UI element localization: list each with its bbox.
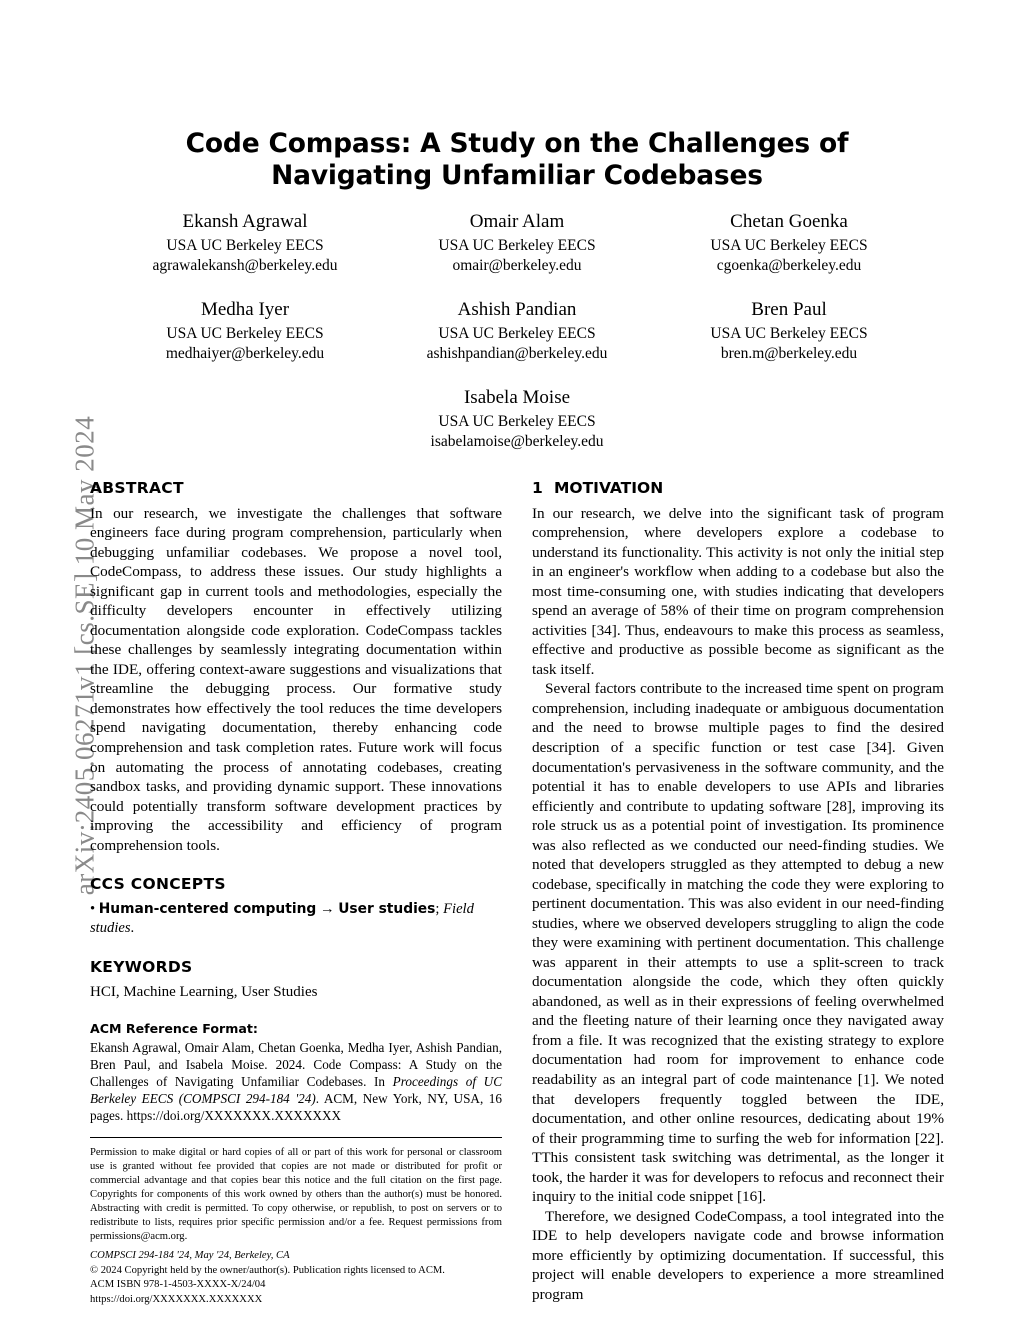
author-block bbox=[653, 209, 925, 277]
author-row bbox=[90, 385, 944, 453]
author-email: omair@berkeley.edu bbox=[452, 257, 582, 275]
footnote-divider bbox=[90, 1137, 502, 1138]
copyright-block bbox=[90, 1249, 502, 1307]
author-block bbox=[109, 297, 381, 365]
keywords-text: HCI, Machine Learning, User Studies bbox=[90, 984, 318, 1001]
author-name: Bren Paul bbox=[751, 298, 827, 320]
abstract-heading: ABSTRACT bbox=[90, 478, 184, 497]
section-heading-motivation bbox=[532, 479, 944, 497]
paragraph: In our research, we delve into the significant task of program comprehension, where developers explore a codebase to understand its functionality. This activity is not only the initial step in an engineer's workflow when adding to a codebase but also the most time-consuming one, with studies indicating that developers spend an average of 58% of their time on program comprehension activities [34]. Thus, endeavours to make this process as seamless, effective and productive as possible become as significant as the task itself. bbox=[532, 504, 944, 678]
paper-page bbox=[90, 0, 944, 1325]
abstract-text: In our research, we investigate the challenges that software engineers face during program comprehension, particularly when debugging unfamiliar codebases. We propose a novel tool, CodeCompass, to address these issues. Our study highlights a significant gap in current tools and methodologies, especially the difficulty developers encounter in effectively utilizing documentation alongside code exploration. CodeCompass tackles these challenges by seamlessly integrating documentation within the IDE, offering context-aware suggestions and visualizations that streamline the debugging process. Our formative study demonstrates how effectively the tool reduces the time developers spend navigating documentation, thereby enhancing code comprehension and task completion rates. Future work will focus on automating the process of annotating codebases, creating sandbox tasks, and providing dynamic support. These innovations could potentially transform software development practices by improving the accessibility and efficiency of program comprehension tools. bbox=[90, 504, 502, 854]
ccs-period: . bbox=[130, 920, 135, 937]
author-affiliation: USA UC Berkeley EECS bbox=[438, 324, 596, 342]
ref-venue-italic: Proceedings of UC Berkeley EECS (COMPSCI 294-184 '24) bbox=[90, 1073, 502, 1107]
paragraph: Therefore, we designed CodeCompass, a tool integrated into the IDE to help developers navigate code and browse information more efficiently by optimizing documentation. If successful, this project will enable developers to experience a more streamlined program bbox=[532, 1207, 944, 1303]
author-email: isabelamoise@berkeley.edu bbox=[430, 433, 604, 451]
keywords-heading: KEYWORDS bbox=[90, 958, 193, 977]
author-affiliation: USA UC Berkeley EECS bbox=[166, 324, 324, 342]
ccs-term-primary: Human-centered computing bbox=[98, 901, 317, 918]
author-email: medhaiyer@berkeley.edu bbox=[165, 345, 325, 363]
author-name: Omair Alam bbox=[469, 210, 565, 232]
author-email: bren.m@berkeley.edu bbox=[720, 345, 858, 363]
ccs-separator: ; bbox=[435, 901, 440, 918]
author-block bbox=[381, 209, 653, 277]
ccs-concepts-heading: CCS CONCEPTS bbox=[90, 875, 226, 894]
arxiv-stamp: arXiv:2405.06271v1 [cs.SE] 10 May 2024 bbox=[69, 415, 100, 896]
ccs-bullet: • bbox=[90, 901, 96, 918]
author-block bbox=[381, 385, 653, 453]
author-block bbox=[109, 209, 381, 277]
ref-part-2: . ACM, New York, NY, USA, 16 pages. https://doi.org/XXXXXXX.XXXXXXX bbox=[90, 1091, 502, 1124]
author-block bbox=[653, 297, 925, 365]
author-block bbox=[381, 297, 653, 365]
acm-reference-format-heading: ACM Reference Format: bbox=[90, 1020, 258, 1036]
body-columns bbox=[90, 479, 944, 1308]
author-email: agrawalekansh@berkeley.edu bbox=[152, 257, 338, 275]
paragraph: Several factors contribute to the increased time spent on program comprehension, including inadequate or ambiguous documentation and the need to browse multiple pages to find the desired description of a specific function or test case [34]. Given documentation's pervasiveness in the software community, and the potential it has to enable developers to use APIs and libraries efficiently and contribute to updating software [28], improving its role struck us as a potential point of investigation. Its prominence was also reflected as we conducted our need-finding studies. We noted that developers struggled as they attempted to debug a new codebase, specifically in matching the code they were exploring to pertinent documentation. This was also evident in our need-finding studies, where we observed developers struggling to align the code they were examining with pertinent documentation. This challenge was apparent in their attempts to use a split-screen to track documentation alongside the code, which they often quickly abandoned, as well as in their expressions of feeling overwhelmed and the fleeting nature of their learning once they navigated away from a file. It was recognized that the existing strategy to explore documentation had room for improvement to enhance code readability as an integral part of code maintenance [1]. We noted that developers frequently toggled between the IDE, documentation, and other online resources, dedicating about 19% of their programming time to surfing the web for information [22]. TThis consistent task switching was detrimental, as the longer it took, the harder it was for developers to refocus and reconnect their inquiry to the initial code snippet [16]. bbox=[532, 680, 944, 1206]
author-affiliation: USA UC Berkeley EECS bbox=[166, 236, 324, 254]
copyright-line: © 2024 Copyright held by the owner/author(s). Publication rights licensed to ACM. bbox=[90, 1264, 445, 1276]
author-row bbox=[90, 297, 944, 365]
section-title: MOTIVATION bbox=[554, 478, 664, 497]
section-number: 1 bbox=[532, 478, 543, 497]
author-name: Isabela Moise bbox=[463, 386, 571, 408]
author-affiliation: USA UC Berkeley EECS bbox=[438, 412, 596, 430]
author-affiliation: USA UC Berkeley EECS bbox=[710, 236, 868, 254]
author-email: ashishpandian@berkeley.edu bbox=[426, 345, 608, 363]
venue-line: COMPSCI 294-184 '24, May '24, Berkeley, CA bbox=[90, 1250, 290, 1262]
author-affiliation: USA UC Berkeley EECS bbox=[438, 236, 596, 254]
isbn-line: ACM ISBN 978-1-4503-XXXX-X/24/04 bbox=[90, 1279, 266, 1291]
author-row bbox=[90, 209, 944, 277]
doi-line: https://doi.org/XXXXXXX.XXXXXXX bbox=[90, 1294, 263, 1305]
author-email: cgoenka@berkeley.edu bbox=[716, 257, 862, 275]
permission-text: Permission to make digital or hard copies of all or part of this work for personal or classroom use is granted without fee provided that copies are not made or distributed for profit or commercial advantage and that copies bear this notice and the full citation on the first page. Copyrights for components of this work owned by others than the author(s) must be honored. Abstracting with credit is permitted. To copy otherwise, or republish, to post on servers or to redistribute to lists, requires prior specific permission and/or a fee. Request permissions from permissions@acm.org. bbox=[90, 1147, 502, 1243]
acm-reference-format-text bbox=[90, 1039, 502, 1125]
ccs-concepts-text bbox=[90, 900, 502, 938]
ref-part-1: Ekansh Agrawal, Omair Alam, Chetan Goenka, Medha Iyer, Ashish Pandian, Bren Paul, and Isabela Moise. 2024. Code Compass: A Study on the Challenges of Navigating Unfamiliar Codebases. In bbox=[90, 1039, 502, 1089]
author-name: Ekansh Agrawal bbox=[182, 210, 308, 232]
page-title: Code Compass: A Study on the Challenges of Navigating Unfamiliar Codebases bbox=[185, 128, 849, 192]
left-column bbox=[90, 479, 502, 1308]
author-name: Medha Iyer bbox=[200, 298, 290, 320]
author-name: Ashish Pandian bbox=[457, 298, 577, 320]
ccs-term-secondary: User studies bbox=[338, 901, 436, 918]
author-affiliation: USA UC Berkeley EECS bbox=[710, 324, 868, 342]
author-name: Chetan Goenka bbox=[730, 210, 848, 232]
ccs-term-italic: Field studies bbox=[90, 901, 474, 937]
ccs-arrow-icon: → bbox=[319, 901, 335, 918]
right-column bbox=[532, 479, 944, 1308]
